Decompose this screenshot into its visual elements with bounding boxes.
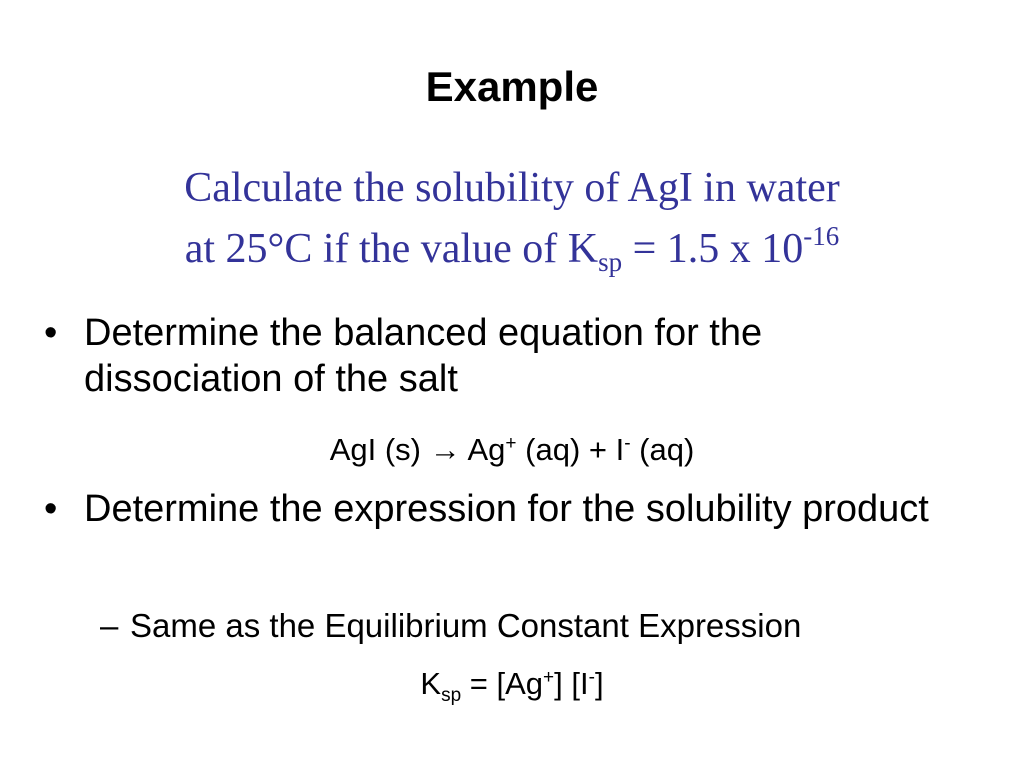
bullet-item [44,310,964,402]
ksp-subscript: sp [598,247,623,277]
problem-statement [0,158,1024,280]
i-charge: - [624,433,631,454]
ksp-close: ] [594,666,604,701]
sub-bullet-marker: – [100,607,119,644]
sub-bullet-item [100,606,1000,646]
ksp-symbol: K [420,666,442,701]
ksp-exponent: -16 [803,221,840,251]
problem-line-1: Calculate the solubility of AgI in water [184,165,840,211]
problem-line-2 [0,219,1024,280]
slide-title: Example [425,63,599,110]
ag-charge: + [505,433,517,454]
problem-line-2-text: at 25°C if the value of K [184,226,599,272]
ag-ion-charge: + [543,667,555,688]
ksp-mid: ] [I [554,666,589,701]
product-i-state: (aq) [630,432,695,467]
i-ion-charge: - [588,667,595,688]
ksp-expression-subscript: sp [441,685,462,706]
ksp-value-text: = 1.5 x 10 [622,226,804,272]
product-i: (aq) + I [516,432,625,467]
reactant: AgI (s) [329,432,430,467]
bullet-text: Determine the balanced equation for the dissociation of the salt [84,312,763,400]
bullet-item [44,486,964,532]
bullet-text: Determine the expression for the solubility product [84,488,929,530]
sub-bullet-text: Same as the Equilibrium Constant Expression [130,607,802,644]
bullet-marker: • [44,312,58,354]
right-arrow-icon: → [429,432,461,467]
ksp-expression [0,664,1024,704]
dissociation-equation [0,430,1024,470]
bullet-marker: • [44,488,58,530]
product-ag: Ag [460,432,506,467]
ksp-open: = [Ag [461,666,544,701]
